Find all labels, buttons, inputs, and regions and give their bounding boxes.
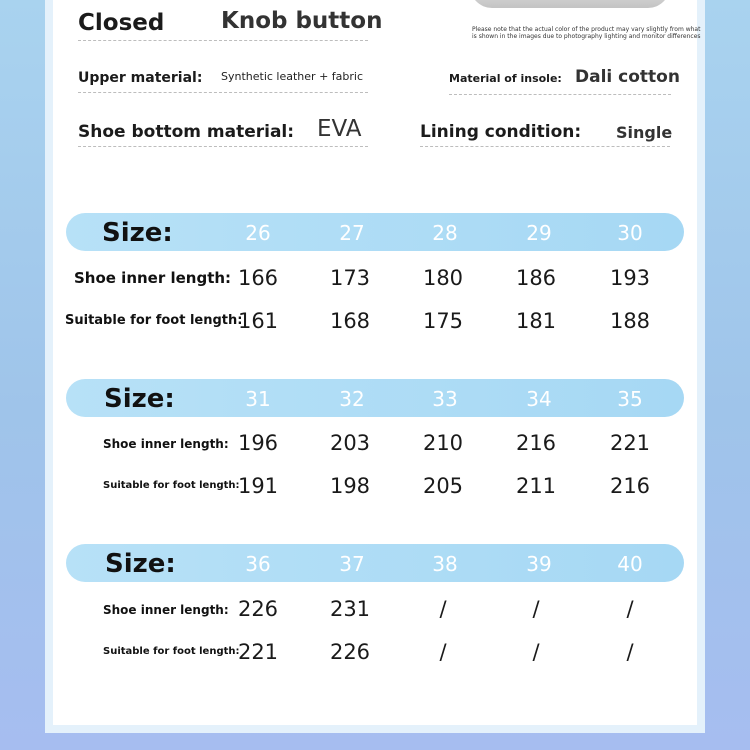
foot-length-35: 216	[609, 474, 651, 498]
inner-length-29: 186	[515, 266, 557, 290]
foot-length-27: 168	[329, 309, 371, 333]
inner-length-label-1: Shoe inner length:	[74, 269, 232, 287]
foot-length-label-1: Suitable for foot length:	[65, 313, 243, 328]
bottom-divider	[78, 146, 368, 147]
foot-length-36: 221	[237, 640, 279, 664]
color-disclaimer: Please note that the actual color of the product may vary slightly from what is shown in the images due to photography lighting and monitor differences	[472, 26, 701, 40]
lining-label: Lining condition:	[420, 122, 582, 142]
inner-length-35: 221	[609, 431, 651, 455]
inner-length-26: 166	[237, 266, 279, 290]
inner-length-33: 210	[422, 431, 464, 455]
foot-length-31: 191	[237, 474, 279, 498]
size-title-3: Size:	[105, 549, 176, 579]
foot-length-39: /	[532, 640, 540, 664]
size-26: 26	[245, 221, 271, 245]
size-30: 30	[617, 221, 643, 245]
size-27: 27	[339, 221, 365, 245]
inner-length-31: 196	[237, 431, 279, 455]
upper-divider	[78, 92, 368, 93]
bottom-material-label: Shoe bottom material:	[78, 122, 295, 142]
size-37: 37	[339, 552, 365, 576]
foot-length-29: 181	[515, 309, 557, 333]
size-34: 34	[526, 387, 552, 411]
size-36: 36	[245, 552, 271, 576]
inner-length-label-3: Shoe inner length:	[103, 603, 229, 617]
upper-material-value: Synthetic leather + fabric	[221, 70, 364, 83]
inner-length-36: 226	[237, 597, 279, 621]
upper-material-label: Upper material:	[78, 70, 203, 86]
foot-length-label-3: Suitable for foot length:	[103, 646, 240, 657]
inner-length-32: 203	[329, 431, 371, 455]
foot-length-28: 175	[422, 309, 464, 333]
size-32: 32	[339, 387, 365, 411]
lining-value: Single	[616, 123, 673, 142]
size-40: 40	[617, 552, 643, 576]
inner-length-34: 216	[515, 431, 557, 455]
shoe-sole-image	[470, 0, 670, 8]
size-28: 28	[432, 221, 458, 245]
foot-length-30: 188	[609, 309, 651, 333]
foot-length-label-2: Suitable for foot length:	[103, 480, 240, 491]
insole-material-label: Material of insole:	[449, 72, 562, 85]
insole-divider	[449, 94, 671, 95]
inner-length-37: 231	[329, 597, 371, 621]
foot-length-33: 205	[422, 474, 464, 498]
size-title-2: Size:	[104, 384, 175, 414]
lining-divider	[420, 146, 670, 147]
foot-length-40: /	[626, 640, 634, 664]
size-29: 29	[526, 221, 552, 245]
closure-label: Closed	[78, 10, 165, 36]
size-31: 31	[245, 387, 271, 411]
inner-length-40: /	[626, 597, 634, 621]
inner-length-30: 193	[609, 266, 651, 290]
foot-length-38: /	[439, 640, 447, 664]
size-38: 38	[432, 552, 458, 576]
foot-length-37: 226	[329, 640, 371, 664]
size-33: 33	[432, 387, 458, 411]
insole-material-value: Dali cotton	[575, 67, 680, 87]
inner-length-label-2: Shoe inner length:	[103, 437, 229, 451]
bottom-material-value: EVA	[317, 116, 362, 142]
foot-length-34: 211	[515, 474, 557, 498]
foot-length-26: 161	[237, 309, 279, 333]
foot-length-32: 198	[329, 474, 371, 498]
closure-value: Knob button	[221, 8, 383, 34]
size-35: 35	[617, 387, 643, 411]
closure-divider	[78, 40, 368, 41]
inner-length-28: 180	[422, 266, 464, 290]
size-title-1: Size:	[102, 218, 173, 248]
inner-length-39: /	[532, 597, 540, 621]
inner-length-27: 173	[329, 266, 371, 290]
inner-length-38: /	[439, 597, 447, 621]
size-39: 39	[526, 552, 552, 576]
